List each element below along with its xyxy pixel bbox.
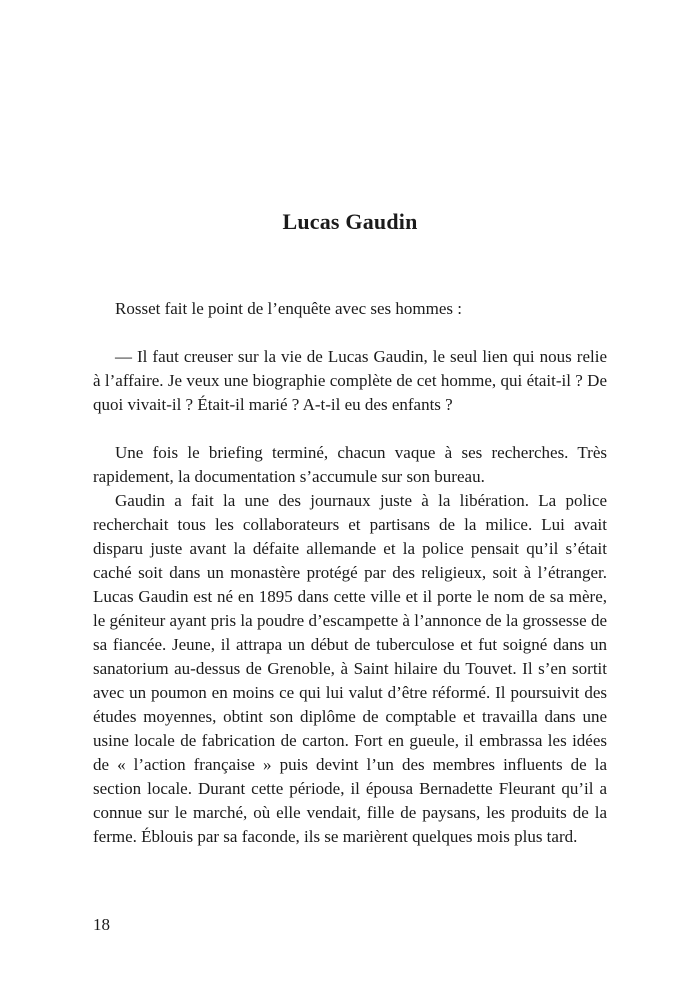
paragraph: Une fois le briefing terminé, chacun vaque à ses recherches. Très rapidement, la documentation s’accumule sur son bureau. <box>93 443 607 486</box>
paragraph: Rosset fait le point de l’enquête avec ses hommes : <box>115 299 462 318</box>
paragraph: — Il faut creuser sur la vie de Lucas Gaudin, le seul lien qui nous relie à l’affaire. Je veux une biographie complète de cet homme, qui était-il ? De quoi vivait-il ? Était-il marié ? A-t-il eu des enfants ? <box>93 347 607 414</box>
page-title: Lucas Gaudin <box>282 208 418 234</box>
page-number: 18 <box>93 915 110 934</box>
text-body <box>93 297 607 849</box>
paragraph: Gaudin a fait la une des journaux juste à la libération. La police recherchait tous les collaborateurs et partisans de la milice. Lui avait disparu juste avant la défaite allemande et la police pensait qu’il s’était caché soit dans un monastère protégé par des religieux, soit à l’étranger. Lucas Gaudin est né en 1895 dans cette ville et il porte le nom de sa mère, le géniteur ayant pris la poudre d’escampette à l’annonce de la grossesse de sa fiancée. Jeune, il attrapa un début de tuberculose et fut soigné dans un sanatorium au-dessus de Grenoble, à Saint hilaire du Touvet. Il s’en sortit avec un poumon en moins ce qui lui valut d’être réformé. Il poursuivit des études moyennes, obtint son diplôme de comptable et travailla dans une usine locale de fabrication de carton. Fort en gueule, il embrassa les idées de « l’action française » puis devint l’un des membres influents de la section locale. Durant cette période, il épousa Bernadette Fleurant qu’il a connue sur le marché, où elle vendait, fille de paysans, les produits de la ferme. Éblouis par sa faconde, ils se marièrent quelques mois plus tard. <box>93 491 607 846</box>
